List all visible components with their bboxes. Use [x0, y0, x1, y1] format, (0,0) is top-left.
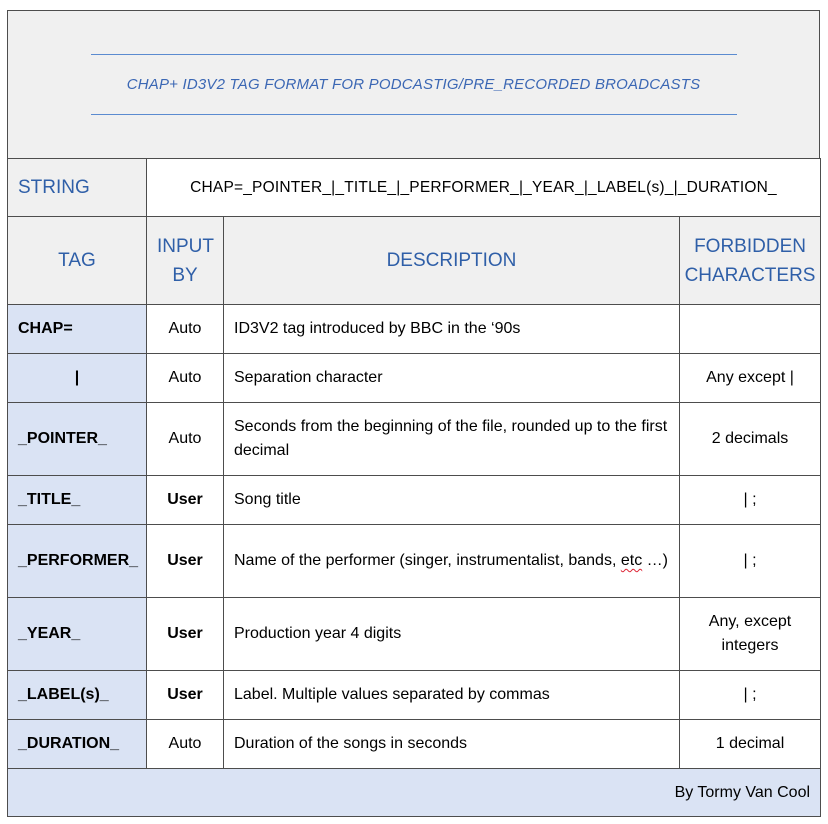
table-row: [8, 305, 821, 354]
header-tag: TAG: [8, 217, 147, 305]
header-input-by-line1: INPUT: [157, 235, 214, 257]
table-row: [8, 671, 821, 720]
row-input-by: User: [147, 598, 224, 671]
row-tag: _PERFORMER_: [8, 525, 147, 598]
table-row: [8, 525, 821, 598]
author-credit: By Tormy Van Cool: [8, 769, 821, 817]
footer-row: [8, 769, 821, 817]
spellcheck-word: etc: [620, 552, 643, 569]
row-forbidden: | ;: [680, 671, 821, 720]
header-forbidden: [680, 217, 821, 305]
row-description: Production year 4 digits: [224, 598, 680, 671]
title-rule-bottom: [91, 114, 737, 115]
row-description: Duration of the songs in seconds: [224, 720, 680, 769]
row-input-by: User: [147, 525, 224, 598]
row-input-by: Auto: [147, 403, 224, 476]
row-description: Separation character: [224, 354, 680, 403]
row-tag: |: [8, 354, 147, 403]
row-description: [224, 525, 680, 598]
row-input-by: Auto: [147, 305, 224, 354]
table-row: [8, 720, 821, 769]
table-row: [8, 476, 821, 525]
row-forbidden: Any except |: [680, 354, 821, 403]
string-value: CHAP=_POINTER_|_TITLE_|_PERFORMER_|_YEAR_|_LABEL(s)_|_DURATION_: [147, 159, 821, 217]
row-input-by: User: [147, 671, 224, 720]
row-description: Label. Multiple values separated by commas: [224, 671, 680, 720]
table-row: [8, 403, 821, 476]
row-tag: _LABEL(s)_: [8, 671, 147, 720]
header-input-by-line2: BY: [172, 264, 198, 286]
header-row: [8, 217, 821, 305]
row-description: Seconds from the beginning of the file, rounded up to the first decimal: [224, 403, 680, 476]
row-forbidden: | ;: [680, 525, 821, 598]
row-input-by: Auto: [147, 354, 224, 403]
title-banner: [7, 10, 820, 158]
tag-format-sheet: [7, 10, 820, 817]
row-tag: _TITLE_: [8, 476, 147, 525]
row-forbidden: 1 decimal: [680, 720, 821, 769]
row-description: Song title: [224, 476, 680, 525]
page-title: CHAP+ ID3V2 TAG FORMAT FOR PODCASTIG/PRE_RECORDED BROADCASTS: [126, 76, 701, 93]
row-tag: _DURATION_: [8, 720, 147, 769]
header-forbidden-line1: FORBIDDEN: [694, 235, 806, 257]
string-row: [8, 159, 821, 217]
header-input-by: [147, 217, 224, 305]
row-input-by: Auto: [147, 720, 224, 769]
row-forbidden: Any, except integers: [680, 598, 821, 671]
tag-table: [7, 158, 821, 817]
row-description-part: …): [642, 552, 668, 569]
row-forbidden: | ;: [680, 476, 821, 525]
header-description: DESCRIPTION: [224, 217, 680, 305]
table-row: [8, 598, 821, 671]
row-description: ID3V2 tag introduced by BBC in the ‘90s: [224, 305, 680, 354]
row-description-part: Name of the performer (singer, instrumentalist, bands,: [234, 552, 621, 569]
row-forbidden: [680, 305, 821, 354]
row-forbidden: 2 decimals: [680, 403, 821, 476]
string-label: STRING: [8, 159, 147, 217]
row-tag: _POINTER_: [8, 403, 147, 476]
row-tag: CHAP=: [8, 305, 147, 354]
header-forbidden-line2: CHARACTERS: [684, 264, 816, 286]
row-tag: _YEAR_: [8, 598, 147, 671]
row-input-by: User: [147, 476, 224, 525]
title-rule-top: [91, 54, 737, 55]
table-row: [8, 354, 821, 403]
